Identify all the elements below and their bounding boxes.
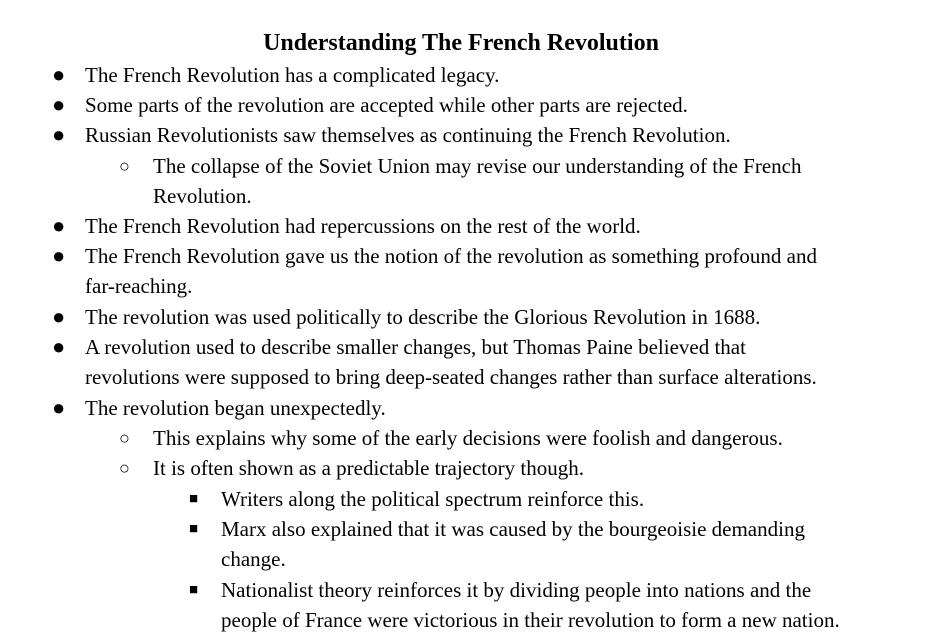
list-item-text: It is often shown as a predictable trajectory though.: [153, 456, 584, 480]
bullet-disc-icon: ●: [52, 304, 66, 329]
list-item-text: This explains why some of the early decisions were foolish and dangerous.: [153, 426, 783, 450]
bullet-square-icon: ■: [189, 521, 199, 537]
list-item-text: Nationalist theory reinforces it by dividing people into nations and the people of France were victorious in their revolution to form a new nation.: [221, 578, 840, 632]
bullet-circle-icon: ○: [119, 428, 130, 448]
list-item-text: The revolution was used politically to describe the Glorious Revolution in 1688.: [85, 305, 761, 329]
bullet-disc-icon: ●: [52, 213, 66, 238]
document-title: Understanding The French Revolution: [263, 30, 659, 56]
bullet-circle-icon: ○: [119, 458, 130, 478]
list-item-text: The revolution began unexpectedly.: [85, 396, 386, 420]
list-item-text: Marx also explained that it was caused by the bourgeoisie demanding change.: [221, 517, 805, 571]
bullet-disc-icon: ●: [52, 62, 66, 87]
list-item-text: Some parts of the revolution are accepted while other parts are rejected.: [85, 93, 688, 117]
bullet-disc-icon: ●: [52, 122, 66, 147]
bullet-disc-icon: ●: [52, 243, 66, 268]
bullet-circle-icon: ○: [119, 156, 130, 176]
bullet-disc-icon: ●: [52, 92, 66, 117]
bullet-disc-icon: ●: [52, 334, 66, 359]
list-item-text: The French Revolution has a complicated legacy.: [85, 63, 500, 87]
list-item-text: A revolution used to describe smaller changes, but Thomas Paine believed that revolutions were supposed to bring deep-seated changes rather than surface alterations.: [85, 335, 817, 389]
list-item-text: The French Revolution had repercussions on the rest of the world.: [85, 214, 641, 238]
bullet-disc-icon: ●: [52, 395, 66, 420]
bullet-square-icon: ■: [189, 582, 199, 598]
bullet-square-icon: ■: [189, 491, 199, 507]
list-item-text: Writers along the political spectrum reinforce this.: [221, 487, 645, 511]
list-item-text: The collapse of the Soviet Union may revise our understanding of the French Revolution.: [153, 154, 802, 208]
list-item-text: Russian Revolutionists saw themselves as continuing the French Revolution.: [85, 123, 731, 147]
list-item-text: The French Revolution gave us the notion of the revolution as something profound and far-reaching.: [85, 244, 817, 298]
